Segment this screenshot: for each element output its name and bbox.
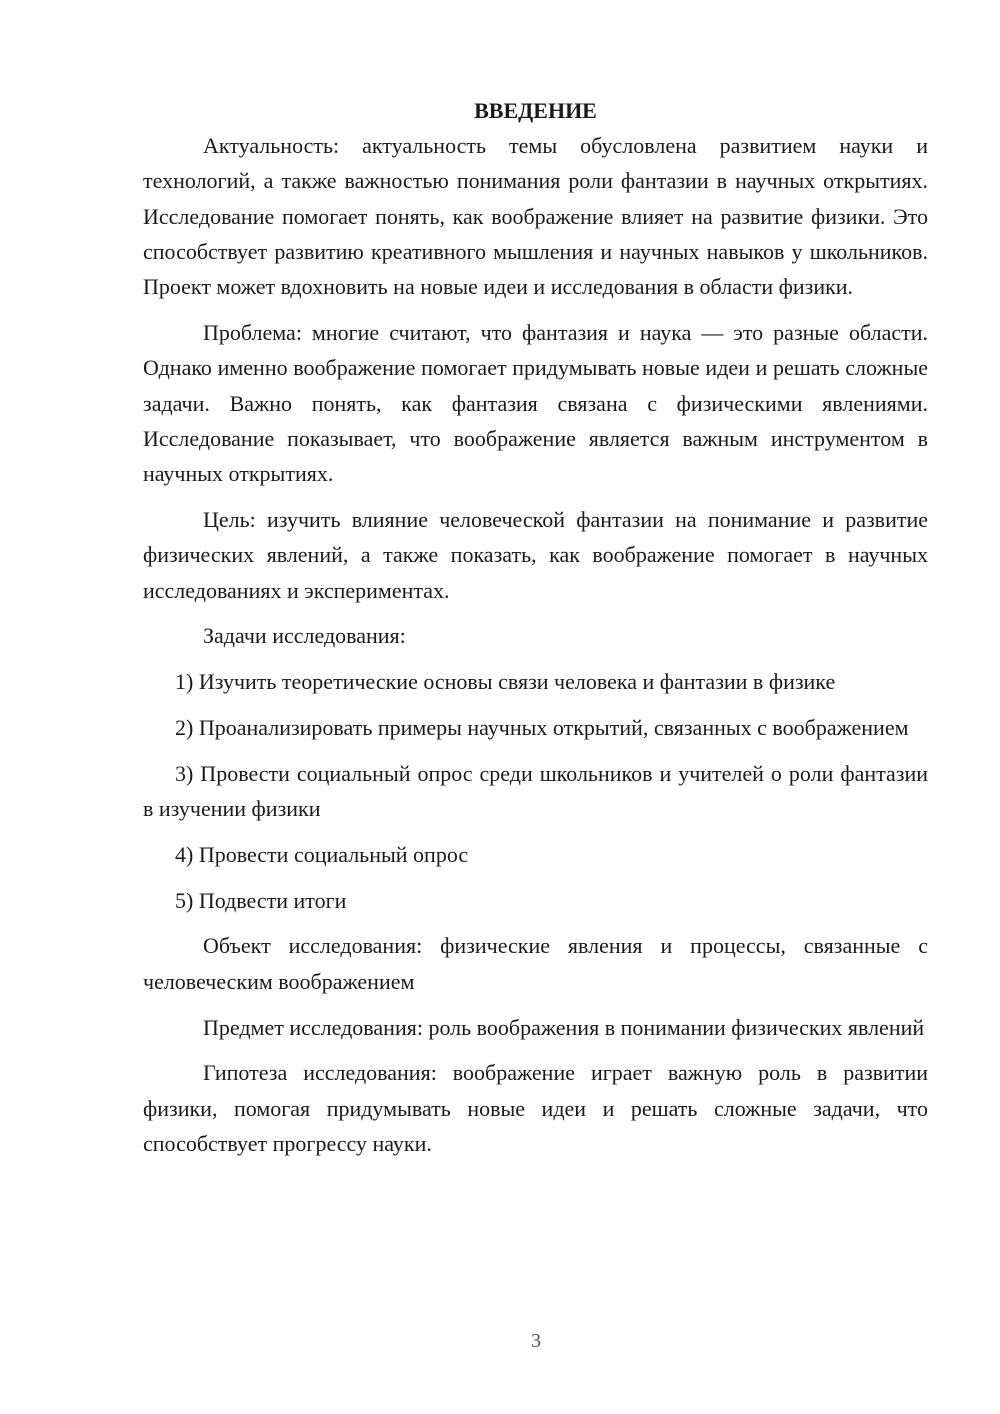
task-item-1: 1) Изучить теоретические основы связи человека и фантазии в физике [175,669,836,695]
task-item-2: 2) Проанализировать примеры научных открытий, связанных с воображением [175,714,909,740]
page-title: ВВЕДЕНИЕ [474,98,597,123]
page-number: 3 [531,1330,541,1352]
paragraph-subject: Предмет исследования: роль воображения в понимании физических явлений [203,1014,925,1040]
paragraph-hypothesis: Гипотеза исследования: воображение играет важную роль в развитии физики, помогая придумывать новые идеи и решать сложные задачи, что способствует прогрессу науки. [143,1060,928,1156]
task-item-5: 5) Подвести итоги [175,887,347,913]
paragraph-object: Объект исследования: физические явления и процессы, связанные с человеческим воображением [143,933,928,994]
task-item-3: 3) Провести социальный опрос среди школьников и учителей о роли фантазии в изучении физики [143,760,928,822]
paragraph-problem: Проблема: многие считают, что фантазия и наука — это разные области. Однако именно воображение помогает придумывать новые идеи и решать сложные задачи. Важно понять, как фантазия связана с физическими явлениями. Исследование показывает, что воображение является важным инструментом в научных открытиях. [143,319,928,487]
paragraph-relevance: Актуальность: актуальность темы обусловлена развитием науки и технологий, а также важностью понимания роли фантазии в научных открытиях. Исследование помогает понять, как воображение влияет на развитие физики. Это способствует развитию креативного мышления и научных навыков у школьников. Проект может вдохновить на новые идеи и исследования в области физики. [143,133,928,300]
tasks-heading: Задачи исследования: [203,623,406,649]
paragraph-goal: Цель: изучить влияние человеческой фантазии на понимание и развитие физических явлений, а также показать, как воображение помогает в научных исследованиях и экспериментах. [143,506,928,603]
task-item-4: 4) Провести социальный опрос [175,841,469,867]
document-page [143,93,928,1172]
